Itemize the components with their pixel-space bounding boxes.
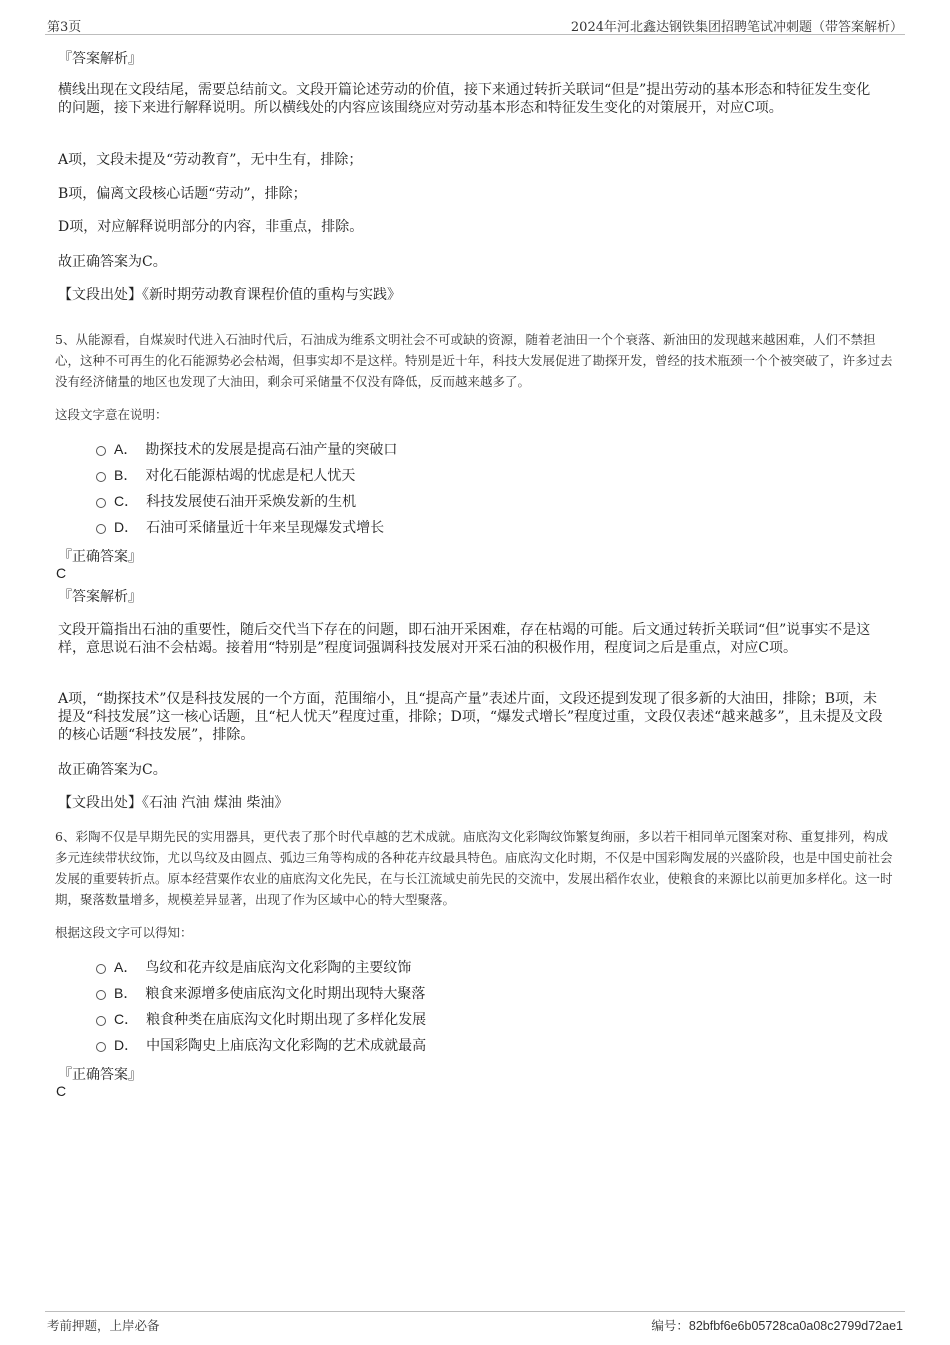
footer-slogan: 考前押题，上岸必备 bbox=[47, 1318, 160, 1333]
q4-analysis-tag: 『答案解析』 bbox=[58, 51, 142, 67]
code-value: 82bfbf6e6b05728ca0a08c2799d72ae1 bbox=[688, 1319, 903, 1333]
page-footer bbox=[45, 1311, 905, 1336]
radio-icon[interactable] bbox=[96, 498, 106, 508]
radio-icon[interactable] bbox=[96, 446, 106, 456]
q5-option-c[interactable] bbox=[96, 491, 356, 511]
q6-option-d[interactable] bbox=[96, 1035, 426, 1055]
radio-icon[interactable] bbox=[96, 964, 106, 974]
radio-icon[interactable] bbox=[96, 1042, 106, 1052]
q6-answer-tag: 『正确答案』 bbox=[58, 1067, 142, 1083]
option-text: 粮食来源增多使庙底沟文化时期出现特大聚落 bbox=[145, 986, 426, 1002]
q5-option-a[interactable] bbox=[96, 439, 397, 459]
q6-stem: 6、彩陶不仅是早期先民的实用器具，更代表了那个时代卓越的艺术成就。庙底沟文化彩陶纹饰繁复绚丽，多以若干相同单元图案对称、重复排列，构成多元连续带状纹饰，尤以鸟纹及由圆点、弧边三角等构成的各种花卉纹最具特色。庙底沟文化时期，不仅是中国彩陶发展的兴盛阶段，也是中国史前社会发展的重要转折点。原本经营粟作农业的庙底沟文化先民，在与长江流域史前先民的交流中，发展出稻作农业，使粮食的来源比以前更加多样化。这一时期，聚落数量增多，规模差异显著，出现了作为区域中心的特大型聚落。 bbox=[55, 829, 893, 907]
option-letter: C． bbox=[114, 1011, 139, 1027]
option-letter: C． bbox=[114, 493, 139, 509]
q5-analysis-options: A项，“勘探技术”仅是科技发展的一个方面，范围缩小，且“提高产量”表述片面，文段还提到发现了很多新的大油田，排除；B项，未提及“科技发展”这一核心话题，且“杞人忧天”程度过重，排除；D项，“爆发式增长”程度过重，文段仅表述“越来越多”，且未提及文段的核心话题“科技发展”，排除。 bbox=[58, 691, 883, 743]
q6-option-c[interactable] bbox=[96, 1009, 426, 1029]
q5-option-d[interactable] bbox=[96, 517, 384, 537]
q4-analysis-option-a: A项，文段未提及“劳动教育”，无中生有，排除； bbox=[58, 152, 363, 168]
radio-icon[interactable] bbox=[96, 524, 106, 534]
page-number: 第3页 bbox=[47, 20, 82, 35]
option-text: 科技发展使石油开采焕发新的生机 bbox=[146, 494, 357, 510]
q5-source: 【文段出处】《石油 汽油 煤油 柴油》 bbox=[58, 795, 289, 811]
option-letter: A． bbox=[114, 441, 138, 457]
q6-prompt: 根据这段文字可以得知： bbox=[55, 925, 193, 940]
q4-analysis-paragraph: 横线出现在文段结尾，需要总结前文。文段开篇论述劳动的价值，接下来通过转折关联词“但是”提出劳动的基本形态和特征发生变化的问题，接下来进行解释说明。所以横线处的内容应该围绕应对劳动基本形态和特征发生变化的对策展开，对应C项。 bbox=[58, 82, 871, 116]
q5-answer: C bbox=[56, 565, 67, 581]
q5-conclusion: 故正确答案为C。 bbox=[58, 762, 167, 778]
q5-prompt: 这段文字意在说明： bbox=[55, 407, 168, 422]
radio-icon[interactable] bbox=[96, 1016, 106, 1026]
q6-option-a[interactable] bbox=[96, 957, 411, 977]
q5-analysis-tag: 『答案解析』 bbox=[58, 589, 142, 605]
option-text: 石油可采储量近十年来呈现爆发式增长 bbox=[146, 520, 385, 536]
option-letter: B． bbox=[114, 985, 138, 1001]
option-letter: D． bbox=[114, 519, 139, 535]
option-letter: B． bbox=[114, 467, 138, 483]
option-letter: A． bbox=[114, 959, 138, 975]
q4-conclusion: 故正确答案为C。 bbox=[58, 254, 167, 270]
option-text: 勘探技术的发展是提高石油产量的突破口 bbox=[145, 442, 398, 458]
q5-stem: 5、从能源看，自煤炭时代进入石油时代后，石油成为维系文明社会不可或缺的资源，随着老油田一个个衰落、新油田的发现越来越困难，人们不禁担心，这种不可再生的化石能源势必会枯竭，但事实却不是这样。特别是近十年，科技大发展促进了勘探开发，曾经的技术瓶颈一个个被突破了，许多过去没有经济储量的地区也发现了大油田，剩余可采储量不仅没有降低，反而越来越多了。 bbox=[55, 332, 893, 389]
code-label: 编号： bbox=[651, 1318, 689, 1333]
q4-analysis-option-d: D项，对应解释说明部分的内容，非重点，排除。 bbox=[58, 219, 364, 235]
option-text: 对化石能源枯竭的忧虑是杞人忧天 bbox=[145, 468, 356, 484]
page-header bbox=[45, 14, 905, 35]
q5-answer-tag: 『正确答案』 bbox=[58, 549, 142, 565]
q5-option-b[interactable] bbox=[96, 465, 355, 485]
q6-answer: C bbox=[56, 1083, 67, 1099]
q4-source: 【文段出处】《新时期劳动教育课程价值的重构与实践》 bbox=[58, 287, 401, 303]
option-text: 中国彩陶史上庙底沟文化彩陶的艺术成就最高 bbox=[146, 1038, 427, 1054]
q5-analysis-paragraph: 文段开篇指出石油的重要性，随后交代当下存在的问题，即石油开采困难，存在枯竭的可能。后文通过转折关联词“但”说事实不是这样，意思说石油不会枯竭。接着用“特别是”程度词强调科技发展对开采石油的积极作用，程度词之后是重点，对应C项。 bbox=[58, 622, 871, 656]
option-letter: D． bbox=[114, 1037, 139, 1053]
document-code bbox=[651, 1316, 903, 1334]
radio-icon[interactable] bbox=[96, 990, 106, 1000]
radio-icon[interactable] bbox=[96, 472, 106, 482]
option-text: 粮食种类在庙底沟文化时期出现了多样化发展 bbox=[146, 1012, 427, 1028]
document-title: 2024年河北鑫达钢铁集团招聘笔试冲刺题（带答案解析） bbox=[570, 20, 903, 35]
q6-option-b[interactable] bbox=[96, 983, 425, 1003]
q4-analysis-option-b: B项，偏离文段核心话题“劳动”，排除； bbox=[58, 186, 307, 202]
option-text: 鸟纹和花卉纹是庙底沟文化彩陶的主要纹饰 bbox=[145, 960, 412, 976]
